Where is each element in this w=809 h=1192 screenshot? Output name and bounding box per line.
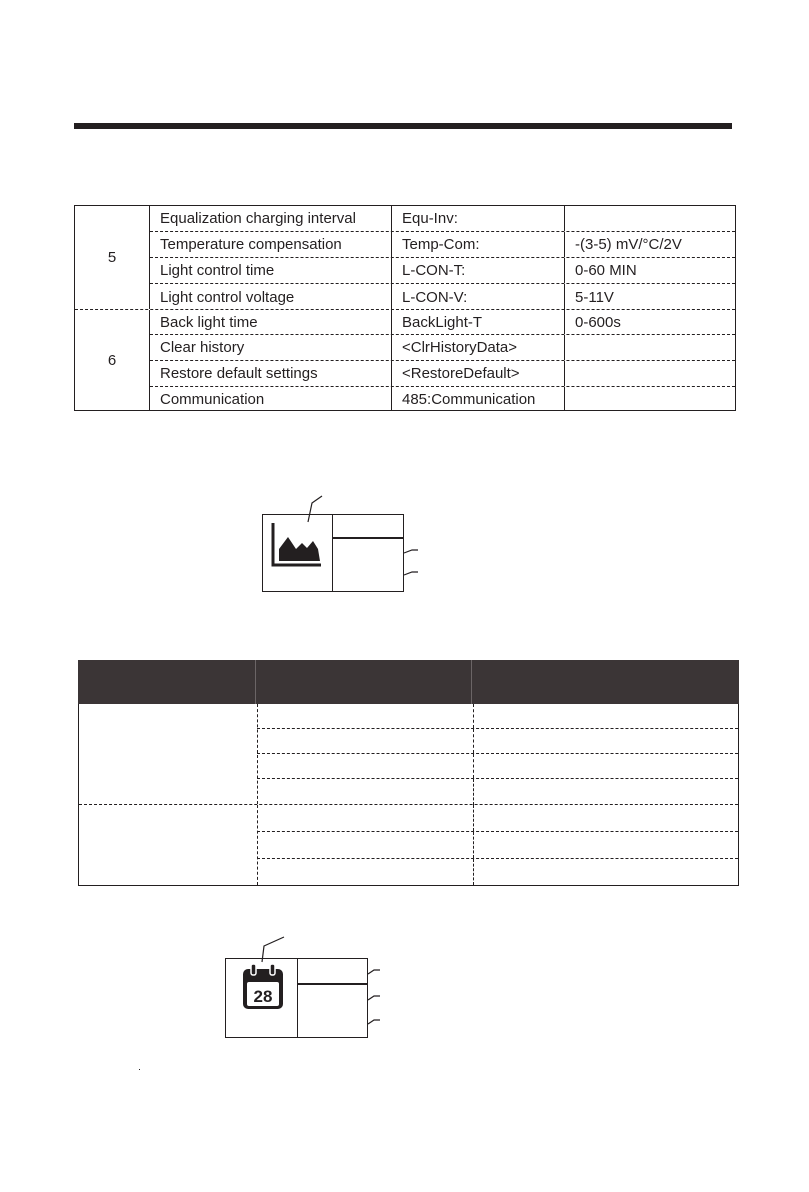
item-name: Temperature compensation bbox=[160, 236, 342, 253]
settings-group-6 bbox=[75, 310, 735, 411]
group-cell bbox=[79, 704, 258, 804]
table-cell bbox=[257, 754, 474, 778]
table-cell bbox=[257, 859, 474, 885]
chart-display-box bbox=[262, 514, 404, 592]
setting-range: -(3-5) mV/°C/2V bbox=[564, 232, 735, 257]
settings-group-5 bbox=[75, 206, 735, 310]
table-row bbox=[257, 704, 738, 729]
item-name: Back light time bbox=[160, 313, 258, 331]
table-row bbox=[150, 335, 735, 361]
header-cell bbox=[472, 660, 739, 704]
divider bbox=[332, 515, 333, 591]
table-row bbox=[257, 832, 738, 859]
table-cell bbox=[257, 779, 474, 805]
setting-range bbox=[564, 206, 735, 231]
calendar-callout-line bbox=[368, 1020, 380, 1024]
table-row bbox=[257, 805, 738, 832]
table-group bbox=[79, 805, 738, 885]
table-row bbox=[150, 284, 735, 310]
setting-range bbox=[564, 387, 735, 411]
calendar-icon bbox=[240, 963, 286, 1013]
table-cell bbox=[257, 729, 474, 753]
settings-table bbox=[74, 205, 736, 411]
chart-callout-line bbox=[404, 550, 418, 553]
chart-callout-line bbox=[404, 572, 418, 575]
item-name: Communication bbox=[160, 390, 265, 408]
divider bbox=[298, 983, 367, 985]
setting-range: 0-600s bbox=[564, 310, 735, 334]
table-cell bbox=[257, 832, 474, 858]
area-chart-icon bbox=[267, 519, 327, 573]
calendar-day: 28 bbox=[253, 987, 273, 1006]
group-cell bbox=[79, 805, 258, 885]
header-cell bbox=[256, 660, 472, 704]
table-row bbox=[150, 206, 735, 232]
setting-range: 5-11V bbox=[564, 284, 735, 310]
display-code: <ClrHistoryData> bbox=[391, 335, 561, 360]
calendar-callout-line bbox=[368, 996, 380, 1000]
table-header bbox=[78, 660, 739, 704]
display-code: L-CON-V: bbox=[391, 284, 561, 310]
divider bbox=[333, 537, 403, 539]
table-row bbox=[257, 779, 738, 805]
table-group bbox=[79, 704, 738, 805]
display-code: BackLight-T bbox=[391, 310, 561, 334]
header-cell bbox=[78, 660, 256, 704]
table-row bbox=[150, 387, 735, 411]
item-name: Restore default settings bbox=[160, 365, 318, 382]
item-name: Clear history bbox=[160, 339, 245, 356]
setting-range bbox=[564, 361, 735, 386]
data-table bbox=[78, 660, 739, 886]
item-name: Equalization charging interval bbox=[160, 210, 356, 227]
top-rule bbox=[74, 123, 732, 129]
calendar-callout-line bbox=[368, 970, 380, 974]
calendar-display-box bbox=[225, 958, 368, 1038]
table-row bbox=[257, 729, 738, 754]
group-number: 5 bbox=[75, 206, 150, 309]
table-row bbox=[257, 754, 738, 779]
table-row bbox=[150, 232, 735, 258]
divider bbox=[297, 959, 298, 1037]
table-cell bbox=[257, 805, 474, 831]
display-code: 485:Communication bbox=[391, 387, 561, 411]
table-row bbox=[150, 310, 735, 335]
display-code: L-CON-T: bbox=[391, 258, 561, 283]
item-name: Light control voltage bbox=[160, 288, 295, 306]
setting-range: 0-60 MIN bbox=[564, 258, 735, 283]
table-row bbox=[150, 361, 735, 387]
display-code: Equ-Inv: bbox=[391, 206, 561, 231]
item-name: Light control time bbox=[160, 262, 275, 279]
display-code: Temp-Com: bbox=[391, 232, 561, 257]
group-number: 6 bbox=[75, 310, 150, 411]
setting-range bbox=[564, 335, 735, 360]
table-body bbox=[78, 704, 739, 886]
table-row bbox=[257, 859, 738, 885]
display-code: <RestoreDefault> bbox=[391, 361, 561, 386]
table-row bbox=[150, 258, 735, 284]
stray-mark bbox=[139, 1069, 140, 1070]
table-cell bbox=[257, 704, 474, 728]
